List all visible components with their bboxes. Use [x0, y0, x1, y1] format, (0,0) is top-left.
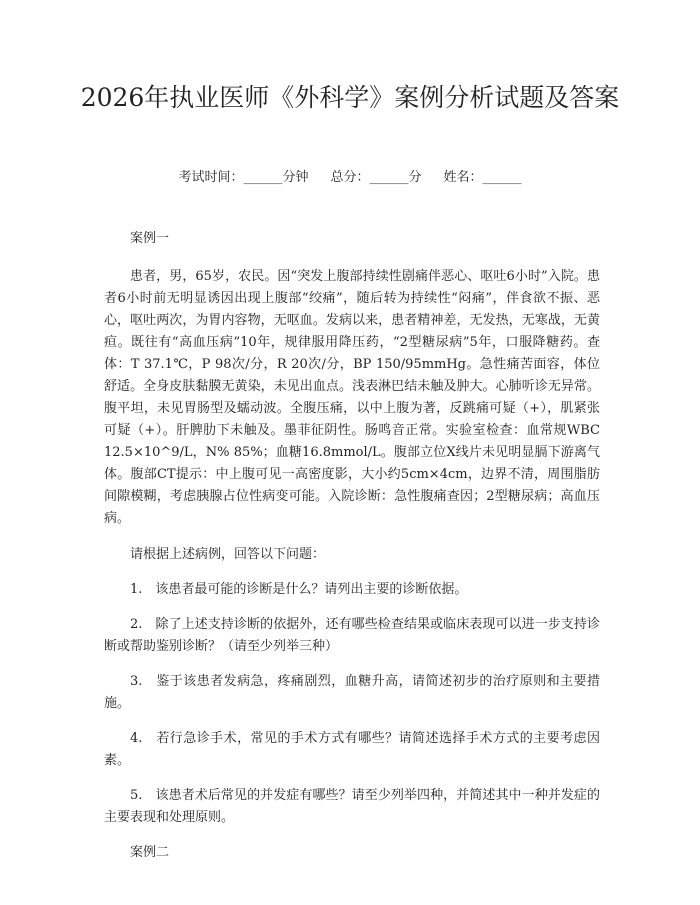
- case1-prompt: 请根据上述病例，回答以下问题：: [130, 547, 326, 562]
- question-2: 2. 除了上述支持诊断的依据外，还有哪些检查结果或临床表现可以进一步支持诊断或帮助鉴别诊断？（请至少列举三种）: [104, 617, 600, 654]
- question-3: 3. 鉴于该患者发病急，疼痛剧烈，血糖升高，请简述初步的治疗原则和主要措施。: [104, 674, 600, 711]
- exam-time-field: 考试时间：______分钟: [178, 170, 309, 185]
- question-1: 1. 该患者最可能的诊断是什么？请列出主要的诊断依据。: [130, 582, 468, 597]
- question-5: 5. 该患者术后常见的并发症有哪些？请至少列举四种，并简述其中一种并发症的主要表现和处理原则。: [104, 788, 600, 825]
- case2-heading: 案例二: [130, 845, 170, 860]
- exam-name-field: 姓名：______: [443, 170, 522, 185]
- document-body: [104, 228, 600, 880]
- exam-score-field: 总分：______分: [330, 170, 422, 185]
- question-4: 4. 若行急诊手术，常见的手术方式有哪些？请简述选择手术方式的主要考虑因素。: [104, 731, 600, 768]
- case1-heading: 案例一: [130, 231, 170, 246]
- exam-info-line: [0, 168, 700, 188]
- case1-description: 患者，男，65岁，农民。因“突发上腹部持续性剧痛伴恶心、呕吐6小时”入院。患者6小时前无明显诱因出现上腹部“绞痛”，随后转为持续性“闷痛”，伴食欲不振、恶心，呕吐两次，为胃内容物，无呕血。发病以来，患者精神差，无发热，无寒战，无黄疸。既往有“高血压病”10年，规律服用降压药，“2型糖尿病”5年，口服降糖药。查体：T 37.1℃，P 98次/分，R 20次/分，BP 150/95mmHg。急性痛苦面容，体位舒适。全身皮肤黏膜无黄染，未见出血点。浅表淋巴结未触及肿大。心肺听诊无异常。腹平坦，未见胃肠型及蠕动波。全腹压痛，以中上腹为著，反跳痛可疑（+），肌紧张可疑（+）。肝脾肋下未触及。墨菲征阴性。肠鸣音正常。实验室检查：血常规WBC 12.5×10^9/L，N% 85%；血糖16.8mmol/L。腹部立位X线片未见明显膈下游离气体。腹部CT提示：中上腹可见一高密度影，大小约5cm×4cm，边界不清，周围脂肪间隙模糊，考虑胰腺占位性病变可能。入院诊断：急性腹痛查因；2型糖尿病；高血压病。: [104, 269, 600, 526]
- document-title: 2026年执业医师《外科学》案例分析试题及答案: [80, 83, 620, 112]
